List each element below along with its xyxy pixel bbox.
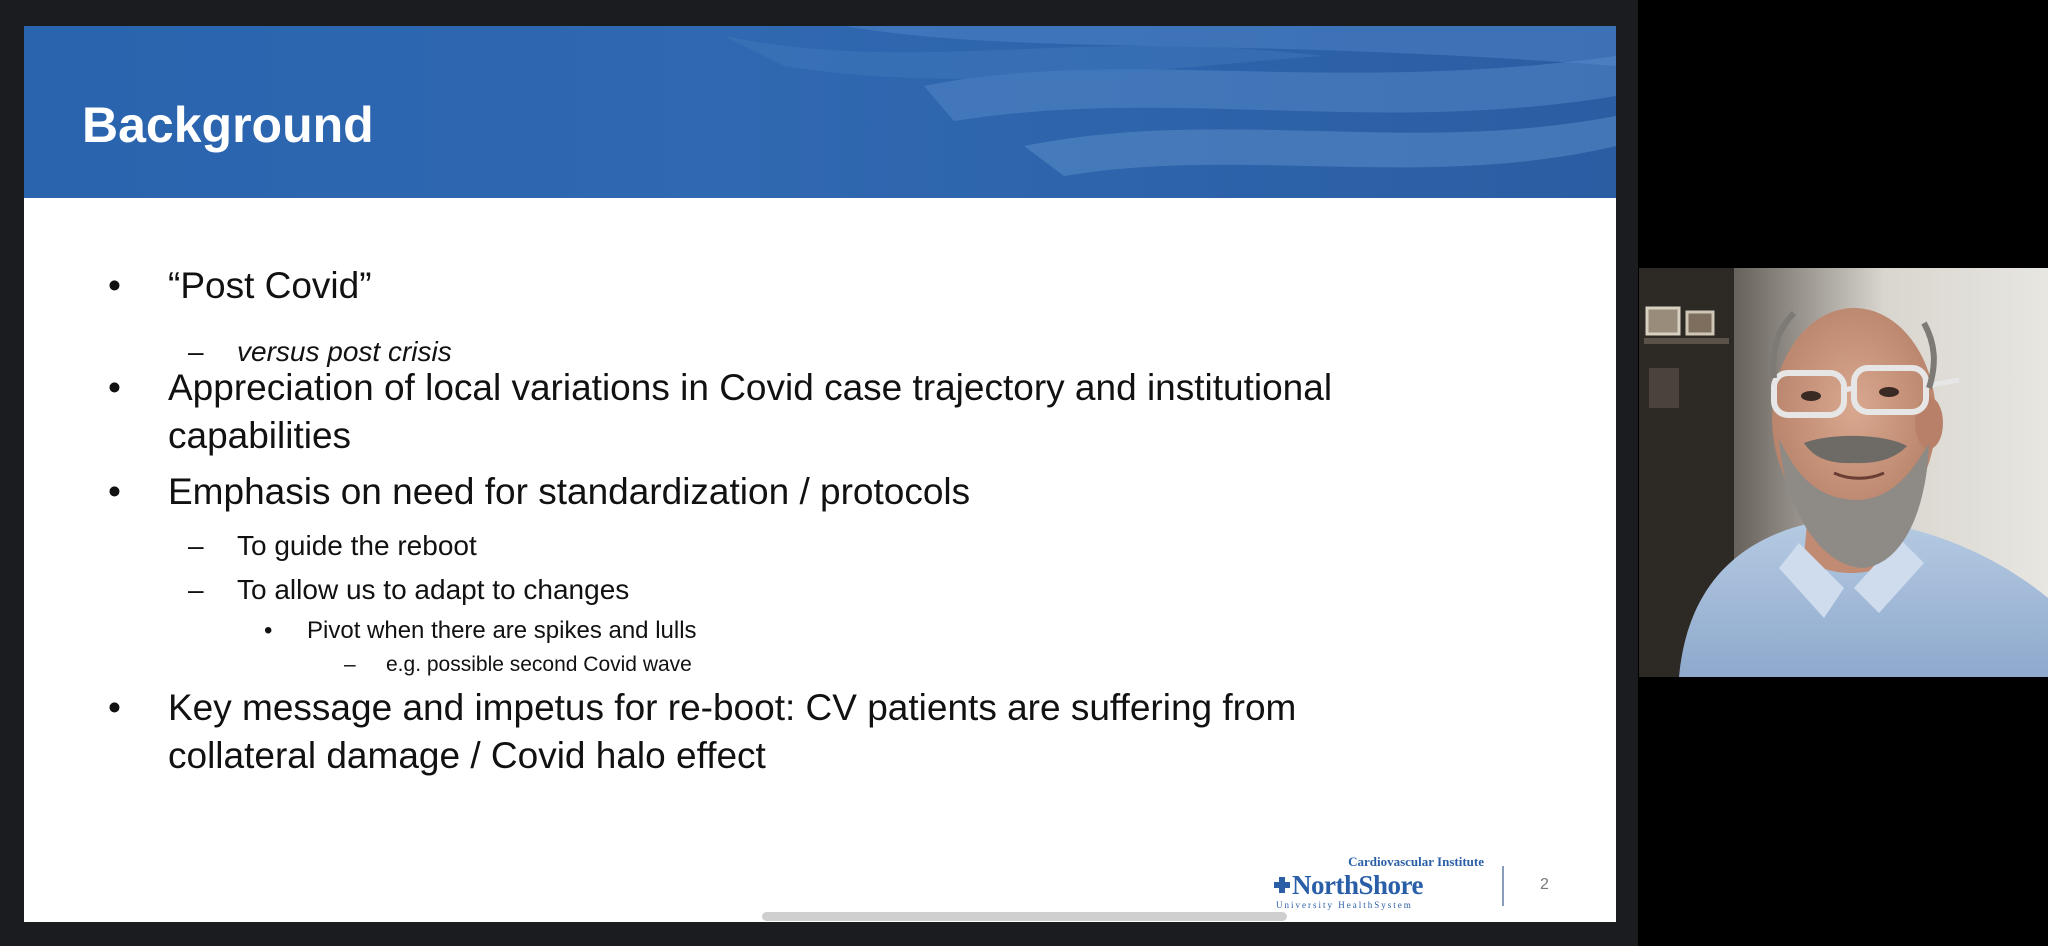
logo-brand-text: NorthShore <box>1292 870 1424 900</box>
bullet-item-level-1 <box>24 364 1524 460</box>
bullet-text: “Post Covid” <box>168 265 372 306</box>
bullet-text: collateral damage / Covid halo effect <box>168 735 766 776</box>
logo-subtitle: University HealthSystem <box>1276 900 1413 910</box>
bullet-text: Appreciation of local variations in Covid case trajectory and institutional <box>168 367 1333 408</box>
participant-video-tile[interactable] <box>1639 268 2048 677</box>
presentation-slide <box>24 26 1616 922</box>
bullet-text: versus post crisis <box>237 336 452 367</box>
horizontal-scrollbar-thumb[interactable] <box>762 912 1287 921</box>
bullet-text: e.g. possible second Covid wave <box>386 653 692 676</box>
bullet-marker: – <box>188 530 204 561</box>
bullet-marker: • <box>108 471 121 512</box>
bullet-item-level-3 <box>24 614 1524 648</box>
logo-divider <box>1502 866 1504 906</box>
slide-title: Background <box>82 97 374 153</box>
logo-brand <box>1274 870 1423 901</box>
slide-number: 2 <box>1540 876 1549 893</box>
bullet-text: To allow us to adapt to changes <box>237 574 630 605</box>
cross-icon <box>1274 877 1290 893</box>
bullet-text: capabilities <box>168 415 352 456</box>
bullet-marker: • <box>108 687 121 728</box>
bullet-marker: • <box>108 367 121 408</box>
bullet-item-level-4 <box>24 650 1524 680</box>
bullet-item-level-2 <box>24 526 1524 566</box>
bullet-marker: • <box>264 617 273 644</box>
bullet-item-level-1 <box>24 684 1524 780</box>
northshore-logo <box>1274 854 1484 910</box>
person-video-feed-icon <box>1639 268 2048 677</box>
bullet-marker: – <box>188 574 204 605</box>
slide-header-banner <box>24 26 1616 198</box>
bullet-text: Emphasis on need for standardization / protocols <box>168 471 971 512</box>
bullet-item-level-2 <box>24 570 1524 610</box>
bullet-text: Key message and impetus for re-boot: CV patients are suffering from <box>168 687 1297 728</box>
bullet-marker: • <box>108 265 121 306</box>
logo-institute-text: Cardiovascular Institute <box>1348 854 1484 869</box>
bullet-text: To guide the reboot <box>237 530 477 561</box>
bullet-item-level-1 <box>24 262 1524 310</box>
bullet-text: Pivot when there are spikes and lulls <box>307 617 697 644</box>
bullet-marker: – <box>188 336 204 367</box>
bullet-item-level-1 <box>24 468 1524 516</box>
bullet-marker: – <box>344 653 356 676</box>
